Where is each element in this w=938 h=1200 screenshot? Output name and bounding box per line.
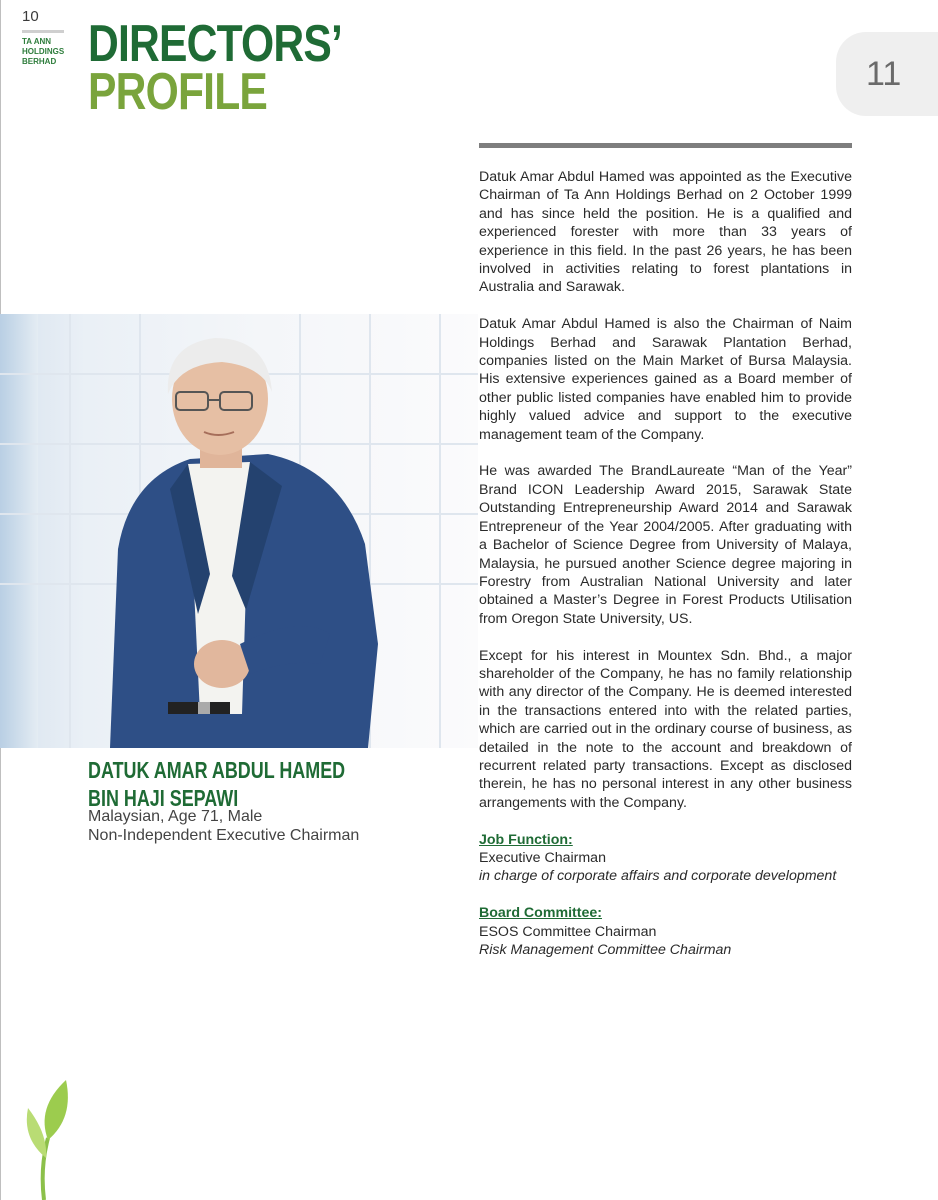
director-biography bbox=[479, 168, 852, 959]
company-line-3: BERHAD bbox=[22, 57, 57, 66]
bio-paragraph-1: Datuk Amar Abdul Hamed was appointed as the Executive Chairman of Ta Ann Holdings Berhad on 2 October 1999 and has since held the position. He is a qualified and experienced forester with more than 33 years of experience in this field. In the past 26 years, he has been involved in activities relating to forest plantations in Australia and Sarawak. bbox=[479, 169, 852, 296]
director-name bbox=[88, 756, 345, 812]
director-name-line-1: DATUK AMAR ABDUL HAMED bbox=[88, 757, 346, 783]
title-line-2: PROFILE bbox=[88, 63, 268, 121]
board-committee-item-1: ESOS Committee Chairman bbox=[479, 923, 657, 940]
director-details bbox=[88, 807, 359, 845]
page-number-left: 10 bbox=[22, 8, 39, 25]
job-function-heading: Job Function: bbox=[479, 831, 573, 848]
job-function-detail: in charge of corporate affairs and corporate development bbox=[479, 868, 837, 885]
page-number-right: 11 bbox=[866, 55, 902, 93]
company-name bbox=[22, 37, 82, 67]
director-demographics: Malaysian, Age 71, Male bbox=[88, 808, 263, 825]
bio-paragraph-2: Datuk Amar Abdul Hamed is also the Chairman of Naim Holdings Berhad and Sarawak Plantation Berhad, companies listed on the Main Market of Bursa Malaysia. His extensive experiences gained as a Board member of other public listed companies have enabled him to provide highly valued advice and support to the executive management team of the Company. bbox=[479, 316, 852, 443]
sprout-leaf-icon bbox=[14, 1078, 84, 1200]
page-title bbox=[88, 15, 342, 121]
director-photo bbox=[0, 314, 478, 748]
bio-paragraph-3: He was awarded The BrandLaureate “Man of the Year” Brand ICON Leadership Award 2015, Sarawak State Outstanding Entrepreneurship Award 2014 and Sarawak Entrepreneur of the Year 2004/2005. After graduating with a Bachelor of Science Degree from University of Malaya, Malaysia, he pursued another Science degree majoring in Forestry from Australian National University and later obtained a Master’s Degree in Forest Products Utilisation from Oregon State University, US. bbox=[479, 463, 852, 627]
title-line-1: DIRECTORS’ bbox=[88, 15, 342, 73]
board-committee-section bbox=[479, 904, 852, 959]
page-number-divider bbox=[22, 30, 64, 33]
bio-paragraph-4: Except for his interest in Mountex Sdn. Bhd., a major shareholder of the Company, he has no family relationship with any director of the Company. He is deemed interested in the transactions entered into with the related parties, which are carried out in the ordinary course of business, as detailed in the note to the account and breakdown of recurrent related party transactions. Except as disclosed therein, he has no personal interest in any other business arrangements with the Company. bbox=[479, 647, 852, 811]
job-function-role: Executive Chairman bbox=[479, 849, 606, 866]
board-committee-item-2: Risk Management Committee Chairman bbox=[479, 941, 732, 958]
job-function-section bbox=[479, 831, 852, 886]
board-committee-heading: Board Committee: bbox=[479, 905, 602, 922]
company-line-1: TA ANN bbox=[22, 37, 52, 46]
director-name-line-2: BIN HAJI SEPAWI bbox=[88, 785, 239, 811]
director-position: Non-Independent Executive Chairman bbox=[88, 827, 360, 844]
company-line-2: HOLDINGS bbox=[22, 47, 65, 56]
section-rule bbox=[479, 143, 852, 148]
portrait-illustration bbox=[0, 314, 478, 748]
